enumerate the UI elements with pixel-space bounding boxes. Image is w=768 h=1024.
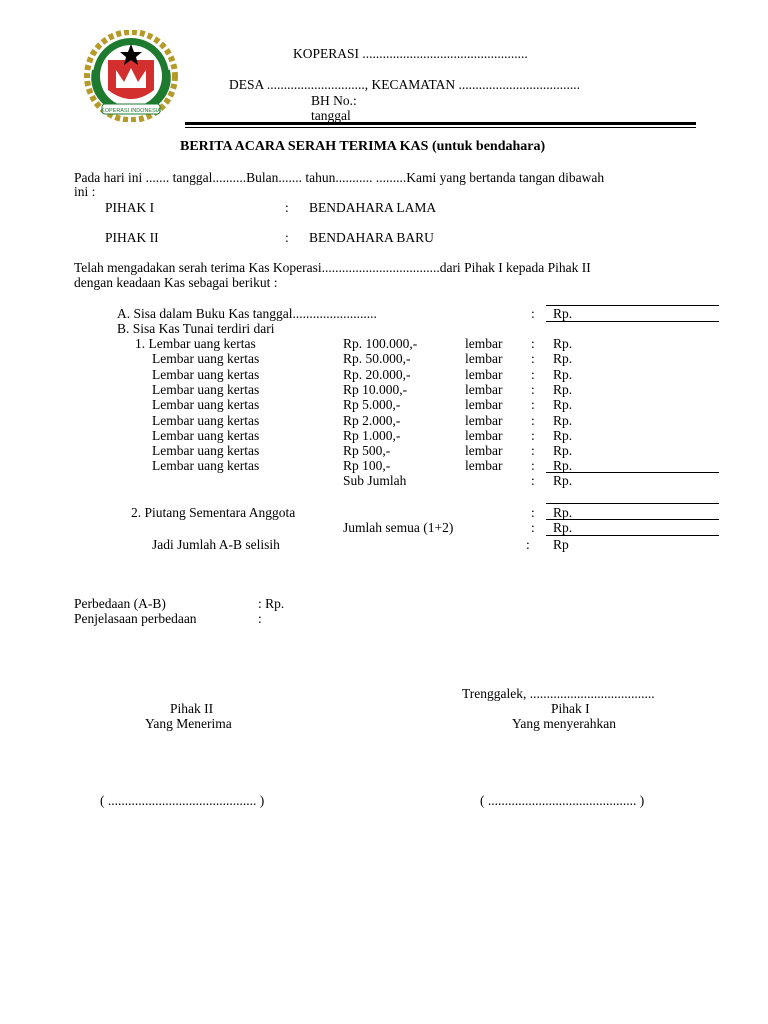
pihak-1-value: BENDAHARA LAMA [309,200,437,215]
cash-row-colon: : [531,397,535,412]
jadi-jumlah-label: Jadi Jumlah A-B selisih [152,537,280,552]
penjelasan-value: : [258,611,262,626]
left-signature-name: ( ............................................ ) [100,793,265,808]
cash-row-rp: Rp. [553,428,573,443]
piutang-colon: : [531,505,535,520]
cash-row-label: Lembar uang kertas [152,382,260,397]
header-divider-thick [185,122,696,125]
cash-row-colon: : [531,428,535,443]
piutang-label: 2. Piutang Sementara Anggota [131,505,296,520]
bh-no-line: BH No.: [311,93,357,108]
right-signature-name: ( ............................................ ) [480,793,645,808]
cash-row-label: Lembar uang kertas [152,458,260,473]
left-role: Pihak II [170,701,214,716]
header-divider-thin [185,127,696,128]
pihak-2-colon: : [285,230,289,245]
cash-row-unit: lembar [465,351,503,366]
cash-row-rp: Rp. [553,397,573,412]
jadi-jumlah-rp: Rp [553,537,569,552]
rule-jumlah-semua [546,535,719,536]
cash-row-denomination: Rp 1.000,- [343,428,401,443]
cash-row-label: Lembar uang kertas [152,367,260,382]
cash-row-label: Lembar uang kertas [152,443,260,458]
cash-row-unit: lembar [465,336,503,351]
cash-row-label: 1. Lembar uang kertas [135,336,256,351]
cash-row-rp: Rp. [553,351,573,366]
cash-row-colon: : [531,443,535,458]
sub-jumlah-colon: : [531,473,535,488]
right-role: Pihak I [551,701,590,716]
cash-row-rp: Rp. [553,382,573,397]
cash-row-denomination: Rp 2.000,- [343,413,401,428]
cash-row-unit: lembar [465,428,503,443]
pihak-2-label: PIHAK II [105,230,159,245]
cash-row-unit: lembar [465,382,503,397]
rule-a-bottom [546,321,719,322]
cash-row-denomination: Rp 10.000,- [343,382,408,397]
pihak-1-colon: : [285,200,289,215]
rule-piutang-top [546,503,719,504]
cash-row-denomination: Rp 500,- [343,443,391,458]
cash-row-denomination: Rp 5.000,- [343,397,401,412]
intro-line-1: Pada hari ini ....... tanggal..........Bulan....... tahun........... .........Kami yang bertanda tangan dibawah [74,170,605,185]
cash-row-rp: Rp. [553,458,573,473]
tanggal-line: tanggal [311,108,351,123]
left-desc: Yang Menerima [145,716,232,731]
item-b-label: B. Sisa Kas Tunai terdiri dari [117,321,275,336]
koperasi-line: KOPERASI ................................................. [293,46,528,61]
cash-row-unit: lembar [465,413,503,428]
intro-line-2: ini : [74,184,96,199]
cash-row-unit: lembar [465,367,503,382]
koperasi-logo [76,30,186,122]
cash-row-colon: : [531,336,535,351]
statement-line-1: Telah mengadakan serah terima Kas Koperasi...................................dari Pihak I kepada Pihak II [74,260,591,275]
item-a-rp: Rp. [553,306,573,321]
title-sub: (untuk bendahara) [431,139,546,154]
jumlah-semua-rp: Rp. [553,520,573,535]
cash-row-unit: lembar [465,458,503,473]
cash-row-colon: : [531,351,535,366]
cash-row-label: Lembar uang kertas [152,428,260,443]
cash-row-rp: Rp. [553,336,573,351]
desa-kecamatan-line: DESA ............................., KECAMATAN .................................... [229,77,581,92]
cash-row-rp: Rp. [553,413,573,428]
statement-line-2: dengan keadaan Kas sebagai berikut : [74,275,278,290]
cash-row-denomination: Rp. 50.000,- [343,351,411,366]
right-desc: Yang menyerahkan [512,716,616,731]
cash-row-label: Lembar uang kertas [152,397,260,412]
sub-jumlah-rp: Rp. [553,473,573,488]
cash-row-colon: : [531,382,535,397]
pihak-1-label: PIHAK I [105,200,155,215]
cash-row-colon: : [531,458,535,473]
cash-row-rp: Rp. [553,443,573,458]
perbedaan-label: Perbedaan (A-B) [74,596,166,611]
cash-row-label: Lembar uang kertas [152,351,260,366]
penjelasan-label: Penjelasaan perbedaan [74,611,197,626]
cash-row-colon: : [531,413,535,428]
title-main: BERITA ACARA SERAH TERIMA KAS [180,139,429,154]
pihak-2-value: BENDAHARA BARU [309,230,434,245]
jadi-jumlah-colon: : [526,537,530,552]
cash-row-colon: : [531,367,535,382]
cash-row-unit: lembar [465,443,503,458]
item-a-colon: : [531,306,535,321]
cash-row-unit: lembar [465,397,503,412]
cash-row-denomination: Rp 100,- [343,458,391,473]
place-date: Trenggalek, ..................................... [462,686,655,701]
jumlah-semua-colon: : [531,520,535,535]
document-title [180,139,545,154]
piutang-rp: Rp. [553,505,573,520]
jumlah-semua-label: Jumlah semua (1+2) [343,520,454,535]
cash-row-rp: Rp. [553,367,573,382]
cash-row-denomination: Rp. 20.000,- [343,367,411,382]
item-a-label: A. Sisa dalam Buku Kas tanggal......................... [117,306,377,321]
cash-row-label: Lembar uang kertas [152,413,260,428]
cash-row-denomination: Rp. 100.000,- [343,336,418,351]
sub-jumlah-label: Sub Jumlah [343,473,407,488]
perbedaan-value: : Rp. [258,596,285,611]
logo-banner-text: KOPERASI INDONESIA [101,108,161,114]
